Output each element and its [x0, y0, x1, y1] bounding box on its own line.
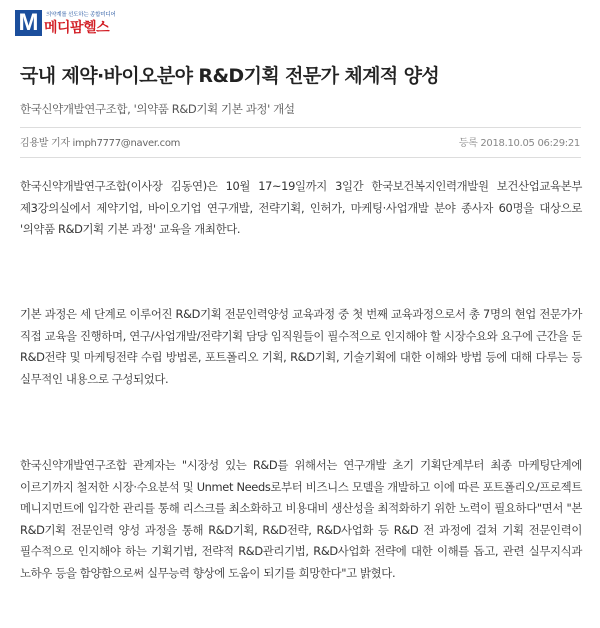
logo-mark: M [15, 10, 42, 36]
article-headline: 국내 제약·바이오분야 R&D기획 전문가 체계적 양성 [20, 65, 440, 87]
article-paragraph-3: 한국신약개발연구조합 관계자는 "시장성 있는 R&D를 위해서는 연구개발 초기 기획단계부터 최종 마케팅단계에 이르기까지 철저한 시장·수요분석 및 Unmet Needs로부터 비즈니스 모델을 개발하고 이에 따른 포트폴리오/프로젝트 메니지먼트에 입각한 관리를 통해 리스크를 최소화하고 비용대비 생산성을 최적화하기 위한 노력이 필요하다"면서 "본 R&D기획 전문인력 양성 과정을 통해 R&D기획, R&D전략, R&D사업화 등 R&D 전 과정에 걸쳐 기획 전문인력이 필수적으로 인지해야 하는 기획기법, 전략적 R&D관리기법, R&D사업화 전략에 대한 이해를 돕고, 관련 실무지식과 노하우 등을 함양함으로써 실무능력 향상에 도움이 되기를 희망한다"고 밝혔다. [20, 458, 582, 580]
article-date: 등록 2018.10.05 06:29:21 [458, 138, 580, 149]
logo-tagline: 의약계를 선도하는 종합미디어 [46, 12, 116, 18]
divider-bottom [20, 157, 581, 158]
article-paragraph-2: 기본 과정은 세 단계로 이루어진 R&D기획 전문인력양성 교육과정 중 첫 번째 교육과정으로서 총 7명의 현업 전문가가 직접 교육을 진행하며, 연구/사업개발/전략기획 담당 임직원들이 필수적으로 인지해야 할 시장수요와 요구에 근간을 둔 R&D전략 및 마케팅전략 수립 방법론, 포트폴리오 기획, R&D기획, 기술기획에 대한 이해와 방법 등에 대해 다루는 등 실무적인 내용으로 구성되었다. [20, 307, 582, 386]
logo-name: 메디팜헬스 [44, 20, 110, 36]
article-subhead: 한국신약개발연구조합, '의약품 R&D기획 기본 과정' 개설 [20, 102, 295, 116]
site-logo[interactable] [15, 10, 140, 36]
article-paragraph-1: 한국신약개발연구조합(이사장 김동연)은 10월 17~19일까지 3일간 한국보건복지인력개발원 보건산업교육본부 제3강의실에서 제약기업, 바이오기업 연구개발, 전략기획, 인허가, 마케팅·사업개발 분야 종사자 60명을 대상으로 '의약품 R&D기획 기본 과정' 교육을 개최한다. [20, 179, 582, 236]
divider-top [20, 127, 581, 128]
article-byline: 김용발 기자 imph7777@naver.com [20, 138, 181, 149]
